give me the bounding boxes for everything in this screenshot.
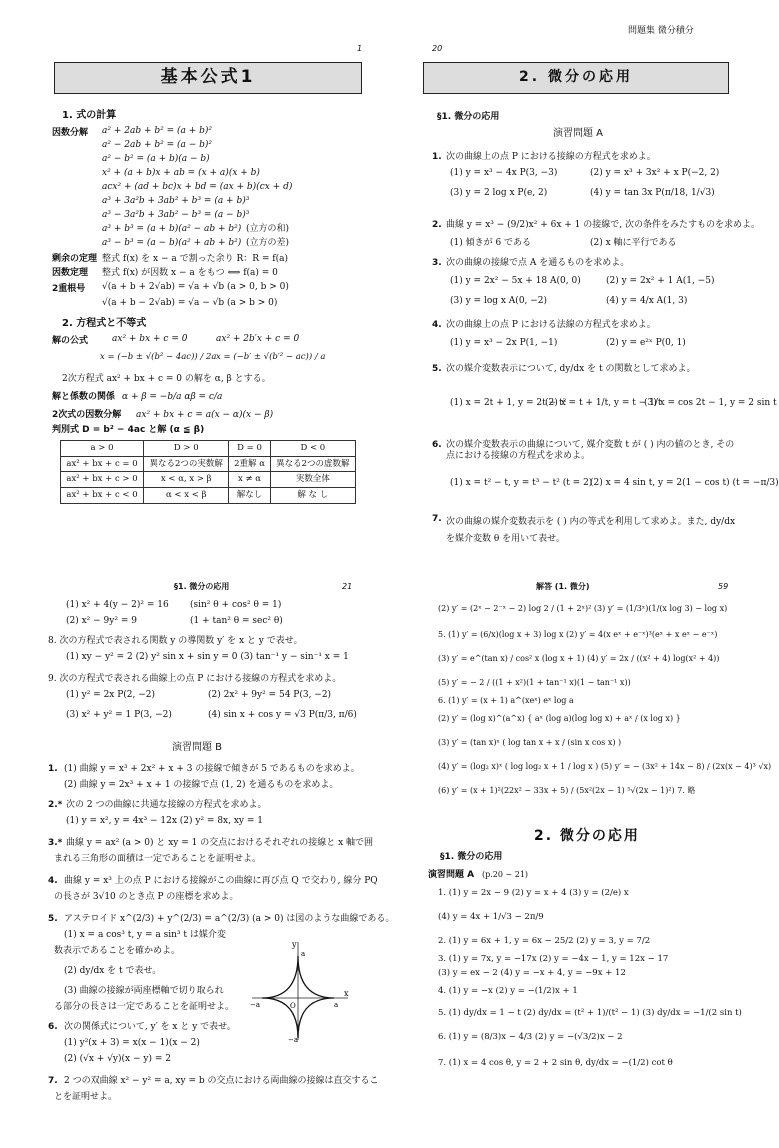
chapter-title: 2. 微分の応用: [534, 828, 640, 844]
table-cell: ax² + bx + c < 0: [61, 487, 144, 503]
problem-text: (2) dy/dx を t で表せ。: [64, 966, 162, 976]
problem-item: (2) x = 4 sin t, y = 2(1 − cos t) (t = −π/3): [590, 478, 779, 488]
problem-text: (2) (√x + √y)(x − y) = 2: [64, 1054, 171, 1064]
table-cell: 解 な し: [270, 487, 355, 503]
a-left-label: −a: [250, 1001, 261, 1009]
table-cell: 解なし: [229, 487, 270, 503]
a-right-label: a: [334, 1001, 339, 1009]
carry-line: (sin² θ + cos² θ = 1): [190, 600, 282, 610]
problem-text: 次の曲線の媒介変数表示を ( ) 内の等式を利用して求めよ。また, dy/dx を媒介変数 θ を用いて表せ。: [446, 517, 736, 545]
problem-number: 6.: [48, 1022, 58, 1032]
problem-item: (1) y = 2x² − 5x + 18 A(0, 0): [450, 276, 581, 286]
section-heading: §1. 微分の応用: [440, 852, 503, 862]
section-heading: §1. 微分の応用: [437, 112, 500, 122]
problem-item: (1) x = t² − t, y = t³ − t² (t = 2): [450, 478, 593, 488]
origin-label: O: [290, 1002, 296, 1010]
problem-item: (1) y² = 2x P(2, −2): [66, 690, 156, 700]
problem-text: まれる三角形の面積は一定であることを証明せよ。: [54, 854, 262, 864]
answer-line: 5. (1) y′ = (6/x)(log x + 3) log x (2) y′ = 4(x eˣ + e⁻ˣ)³(eˣ + x eˣ − e⁻ˣ): [438, 630, 718, 639]
answer-line: 7. (1) x = 4 cos θ, y = 2 + 2 sin θ, dy/dx = −(1/2) cot θ: [438, 1058, 673, 1068]
answer-line: (6) y′ = (x + 1)²(22x² − 33x + 5) / (5x²(2x − 1) ⁵√(2x − 1)²) 7. 略: [438, 786, 696, 795]
remainder-text: 整式 f(x) を x − a で割った余り R：R = f(a): [102, 254, 288, 264]
table-cell: a > 0: [61, 441, 144, 457]
table-row: [61, 472, 356, 488]
problem-text: (3) 曲線の接線が両座標軸で切り取られ: [64, 986, 224, 996]
problem-text: る部分の長さは一定であることを証明せよ。: [54, 1002, 235, 1012]
problem-number: 1.: [48, 764, 58, 774]
answer-line: (5) y′ = − 2 / ((1 + x²)(1 + tan⁻¹ x)(1 − tan⁻¹ x)): [438, 678, 631, 687]
problem-number: 2.*: [48, 800, 63, 810]
problem-text: 曲線 y = x³ − (9/2)x² + 6x + 1 の接線で, 次の条件をみたすものを求めよ。: [446, 220, 760, 230]
factor2-label: 2次式の因数分解: [52, 410, 122, 420]
problem-number: 5.: [432, 364, 442, 374]
table-cell: 異なる2つの虚数解: [270, 456, 355, 472]
problem-number: 4.: [48, 876, 58, 886]
astroid-figure: [248, 938, 352, 1044]
problem-item: (4) sin x + cos y = √3 P(π/3, π/6): [208, 710, 357, 720]
running-header: §1. 微分の応用: [174, 582, 230, 591]
quad-label: 解の公式: [52, 336, 89, 346]
problem-text: 次の曲線の接線で点 A を通るものを求めよ。: [446, 258, 630, 268]
section-title: 1. 式の計算: [62, 110, 117, 121]
table-cell: 異なる2つの実数解: [144, 456, 229, 472]
problem-item: (3) y = 2 log x P(e, 2): [450, 188, 548, 198]
quad-eq-1: ax² + bx + c = 0: [112, 334, 188, 344]
table-cell: D = 0: [229, 441, 270, 457]
problem-text: (1) x = a cos³ t, y = a sin³ t は媒介変: [64, 930, 226, 940]
table-cell: ax² + bx + c > 0: [61, 472, 144, 488]
problem-text: 9. 次の方程式で表される曲線上の点 P における接線の方程式を求めよ。: [48, 674, 342, 684]
problem-text: 数表示であることを確かめよ。: [54, 946, 181, 956]
formula-line: a³ + 3a²b + 3ab² + b³ = (a + b)³: [102, 196, 250, 206]
exercise-pages: (p.20 ∼ 21): [482, 870, 529, 879]
problem-item: (1) y = x³ − 2x P(1, −1): [450, 338, 558, 348]
problem-item: (2) y = x³ + 3x² + x P(−2, 2): [590, 168, 720, 178]
answer-line: (2) y′ = (2ˣ − 2⁻ˣ − 2) log 2 / (1 + 2ˣ)² (3) y′ = (1/3ˣ)(1/(x log 3) − log x): [438, 604, 728, 613]
factor-theorem-text: 整式 f(x) が因数 x − a をもつ ⟺ f(a) = 0: [102, 268, 278, 278]
problem-text: (1) y = x², y = 4x³ − 12x (2) y² = 8x, xy = 1: [66, 816, 264, 826]
problem-number: 2.: [432, 220, 442, 230]
problem-item: (2) 2x² + 9y² = 54 P(3, −2): [208, 690, 332, 700]
problem-number: 6.: [432, 440, 442, 450]
problem-item: (1) x = 2t + 1, y = 2t − t²: [450, 398, 567, 408]
exercise-heading: 演習問題 A: [553, 128, 604, 139]
problem-number: 5.: [48, 914, 58, 924]
answer-line: 1. (1) y = 2x − 9 (2) y = x + 4 (3) y = (2/e) x: [438, 888, 629, 898]
problem-text: 次の媒介変数表示の曲線について, 媒介変数 t が ( ) 内の値のとき, その点における接線の方程式を求めよ。: [446, 440, 735, 462]
page-title: 基本公式1: [54, 62, 362, 94]
problem-text: 次の曲線上の点 P における接線の方程式を求めよ。: [446, 152, 656, 162]
page-number: 1: [357, 44, 363, 53]
answer-line: (3) y = ex − 2 (4) y = −x + 4, y = −9x + 12: [438, 968, 626, 978]
table-row: [61, 487, 356, 503]
roots-text: 2次方程式 ax² + bx + c = 0 の解を α, β とする。: [62, 374, 271, 384]
problem-item: (2) x = t + 1/t, y = t − 1/t: [545, 398, 662, 408]
problem-item: (2) y = e²ˣ P(0, 1): [606, 338, 686, 348]
formula-line: acx² + (ad + bc)x + bd = (ax + b)(cx + d): [102, 182, 293, 192]
y-axis-label: y: [292, 940, 297, 949]
problem-item: (1) y = x³ − 4x P(3, −3): [450, 168, 558, 178]
problem-number: 3.: [432, 258, 442, 268]
answer-line: (4) y′ = (log₂ x)ˣ ( log log₂ x + 1 / log x ) (5) y′ = − (3x² + 14x − 8) / (2x(x − 4)³ √x): [438, 762, 772, 771]
problem-number: 7.: [48, 1076, 58, 1086]
problem-item: (1) 傾きが 6 である: [450, 238, 532, 248]
problem-text: (1) y²(x + 3) = x(x − 1)(x − 2): [64, 1038, 200, 1048]
answer-line: (3) y′ = e^(tan x) / cos² x (log x + 1) (4) y′ = 2x / ((x² + 4) log(x² + 4)): [438, 654, 720, 663]
formula-line: a² − 2ab + b² = (a − b)²: [102, 140, 213, 150]
problem-text: 曲線 y = ax² (a > 0) と xy = 1 の交点におけるそれぞれの接線と x 軸で囲: [66, 838, 374, 848]
a-bottom-label: −a: [288, 1036, 299, 1044]
problem-item: (2) y = 2x² + 1 A(1, −5): [606, 276, 715, 286]
formula-line: a³ − 3a²b + 3ab² − b³ = (a − b)³: [102, 210, 250, 220]
answer-line: 6. (1) y = (8/3)x − 4/3 (2) y = −(√3/2)x − 2: [438, 1032, 623, 1042]
problem-text: の長さが 3√10 のとき点 P の座標を求めよ。: [54, 892, 239, 902]
factor2-text: ax² + bx + c = a(x − α)(x − β): [136, 410, 274, 420]
problem-text: とを証明せよ。: [54, 1092, 118, 1102]
quad-sol-1: x = (−b ± √(b² − 4ac)) / 2a: [100, 352, 217, 362]
problem-item: (3) x = cos 2t − 1, y = 2 sin t: [644, 398, 777, 408]
section-title: 2. 方程式と不等式: [62, 318, 147, 329]
double-root-1: √(a + b + 2√ab) = √a + √b (a > 0, b > 0): [102, 282, 289, 292]
table-cell: α < x < β: [144, 487, 229, 503]
problem-text: 次の 2 つの曲線に共通な接線の方程式を求めよ。: [66, 800, 267, 810]
problem-number: 3.*: [48, 838, 63, 848]
answer-line: 5. (1) dy/dx = 1 − t (2) dy/dx = (t² + 1)/(t² − 1) (3) dy/dx = −1/(2 sin t): [438, 1008, 742, 1018]
problem-item: (1) xy − y² = 2 (2) y² sin x + sin y = 0 (3) tan⁻¹ y − sin⁻¹ x = 1: [66, 652, 349, 662]
table-cell: D > 0: [144, 441, 229, 457]
formula-line: x² + (a + b)x + ab = (x + a)(x + b): [102, 168, 260, 178]
table-cell: D < 0: [270, 441, 355, 457]
table-row: [61, 441, 356, 457]
carry-line: (2) x² − 9y² = 9: [66, 616, 137, 626]
page-number: 20: [432, 44, 443, 53]
note-cube-sum: (立方の和): [246, 224, 290, 234]
carry-line: (1 + tan² θ = sec² θ): [190, 616, 283, 626]
problem-item: (2) x 軸に平行である: [590, 238, 677, 248]
problem-text: 2 つの双曲線 x² − y² = a, xy = b の交点における両曲線の接線は直交するこ: [64, 1076, 379, 1086]
problem-text: 次の関係式について, y′ を x と y で表せ。: [64, 1022, 236, 1032]
problem-item: (3) y = log x A(0, −2): [450, 296, 548, 306]
answer-line: 3. (1) y = 7x, y = −17x (2) y = −4x − 1, y = 12x − 17: [438, 954, 669, 964]
a-top-label: a: [301, 950, 306, 958]
problem-number: 1.: [432, 152, 442, 162]
running-header: 解答 (1. 微分): [536, 582, 590, 591]
chapter-title: 2. 微分の応用: [423, 62, 729, 94]
problem-text: アステロイド x^(2/3) + y^(2/3) = a^(2/3) (a > 0) は図のような曲線である。: [64, 914, 395, 924]
problem-text: 8. 次の方程式で表される関数 y の導関数 y′ を x と y で表せ。: [48, 636, 303, 646]
factor-label: 因数分解: [52, 128, 89, 138]
answer-line: (4) y = 4x + 1/√3 − 2π/9: [438, 912, 544, 922]
problem-number: 4.: [432, 320, 442, 330]
problem-item: (4) y = tan 3x P(π/18, 1/√3): [590, 188, 715, 198]
coef-text: α + β = −b/a αβ = c/a: [122, 392, 223, 402]
double-root-label: 2重根号: [52, 284, 86, 294]
factor-theorem-label: 因数定理: [52, 268, 89, 278]
exercise-heading: 演習問題 B: [172, 742, 223, 753]
page-number: 21: [342, 582, 353, 591]
answer-line: 6. (1) y′ = (x + 1) a^(xeˣ) eˣ log a: [438, 696, 574, 705]
problem-item: (4) y = 4/x A(1, 3): [606, 296, 688, 306]
page-number: 59: [718, 582, 729, 591]
quad-sol-2: x = (−b′ ± √(b′² − ac)) / a: [216, 352, 326, 362]
answer-line: (3) y′ = (tan x)ˣ ( log tan x + x / (sin x cos x) ): [438, 738, 622, 747]
exercise-heading: 演習問題 A: [428, 870, 475, 880]
x-axis-label: x: [344, 989, 349, 998]
formula-line: a³ − b³ = (a − b)(a² + ab + b²): [102, 238, 242, 248]
problem-number: 7.: [432, 514, 442, 524]
problem-text: (2) 曲線 y = 2x³ + x + 1 の接線で点 (1, 2) を通るものを求めよ。: [64, 780, 339, 790]
quad-eq-2: ax² + 2b′x + c = 0: [216, 334, 300, 344]
table-cell: 2重解 α: [229, 456, 270, 472]
problem-item: (3) x² + y² = 1 P(3, −2): [66, 710, 172, 720]
problem-text: 次の媒介変数表示について, dy/dx を t の関数として求めよ。: [446, 364, 696, 374]
discriminant-table: [60, 440, 356, 504]
disc-text: 判別式 D = b² − 4ac と解 (α ≦ β): [52, 425, 205, 435]
note-cube-diff: (立方の差): [246, 238, 290, 248]
problem-text: (1) 曲線 y = x³ + 2x² + x + 3 の接線で傾きが 5 であるものを求めよ。: [64, 764, 360, 774]
answer-line: 2. (1) y = 6x + 1, y = 6x − 25/2 (2) y = 3, y = 7/2: [438, 936, 651, 946]
table-row: [61, 456, 356, 472]
formula-line: a² + 2ab + b² = (a + b)²: [102, 126, 213, 136]
remainder-label: 剰余の定理: [52, 254, 98, 264]
problem-text: 次の曲線上の点 P における法線の方程式を求めよ。: [446, 320, 656, 330]
double-root-2: √(a + b − 2√ab) = √a − √b (a > b > 0): [102, 298, 278, 308]
table-cell: ax² + bx + c = 0: [61, 456, 144, 472]
table-cell: x < α, x > β: [144, 472, 229, 488]
carry-line: (1) x² + 4(y − 2)² = 16: [66, 600, 169, 610]
formula-line: a² − b² = (a + b)(a − b): [102, 154, 210, 164]
table-cell: x ≠ α: [229, 472, 270, 488]
table-cell: 実数全体: [270, 472, 355, 488]
answer-line: (2) y′ = (log x)^(a^x) { aˣ (log a)(log log x) + aˣ / (x log x) }: [438, 714, 681, 723]
header-right-title: 問題集 微分積分: [628, 26, 694, 36]
formula-line: a³ + b³ = (a + b)(a² − ab + b²): [102, 224, 242, 234]
coef-label: 解と係数の関係: [52, 392, 116, 402]
problem-text: 曲線 y = x³ 上の点 P における接線がこの曲線に再び点 Q で交わり, 線分 PQ: [64, 876, 378, 886]
answer-line: 4. (1) y = −x (2) y = −(1/2)x + 1: [438, 986, 578, 996]
